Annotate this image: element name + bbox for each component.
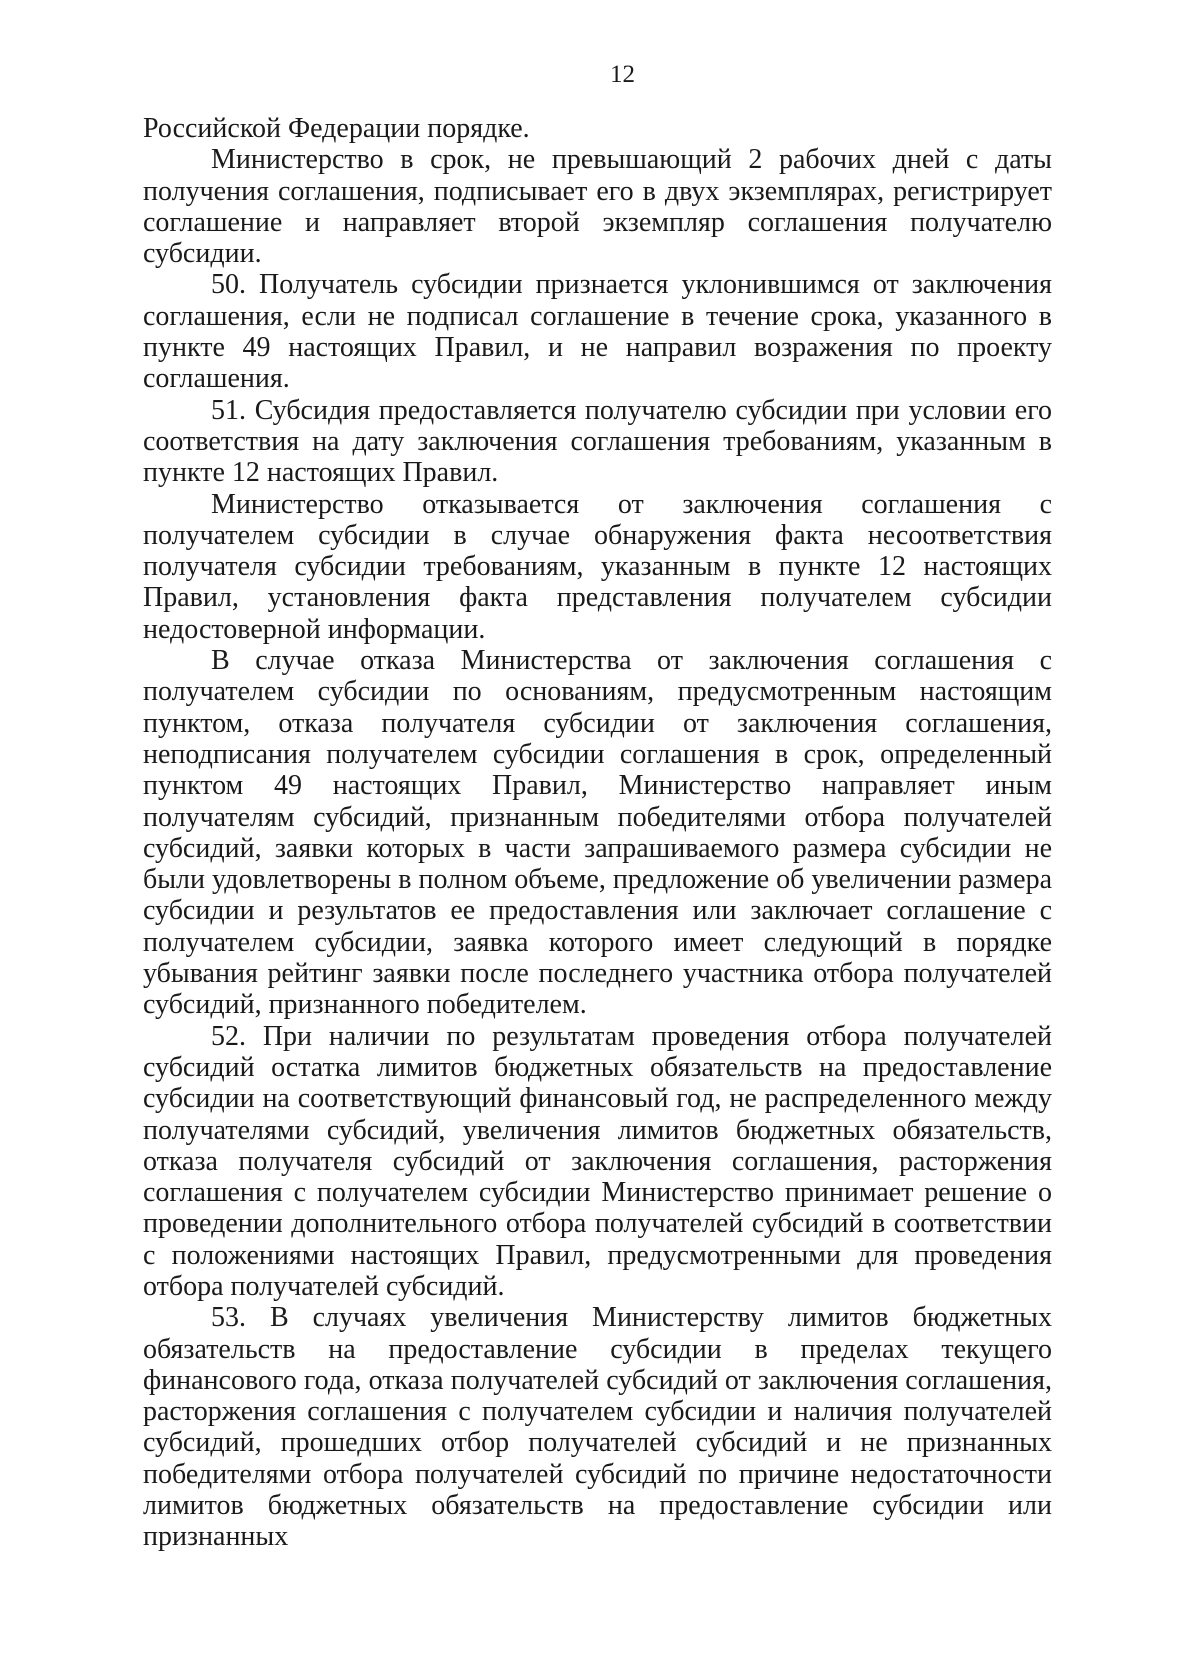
paragraph-ministry-signing: Министерство в срок, не превышающий 2 рабочих дней с даты получения соглашения, подписывает его в двух экземплярах, регистрирует соглашение и направляет второй экземпляр соглашения получателю субсидии. <box>143 144 1052 270</box>
paragraph-refusal: Министерство отказывается от заключения соглашения с получателем субсидии в случае обнаружения факта несоответствия получателя субсидии требованиям, указанным в пункте 12 настоящих Правил, установления факта представления получателем субсидии недостоверной информации. <box>143 488 1052 645</box>
paragraph-continuation: Российской Федерации порядке. <box>143 113 530 144</box>
paragraph-clause-51: 51. Субсидия предоставляется получателю субсидии при условии его соответствия на дату заключения соглашения требованиям, указанным в пункте 12 настоящих Правил. <box>143 394 1052 489</box>
document-body <box>143 113 1052 1553</box>
paragraph-clause-50: 50. Получатель субсидии признается уклонившимся от заключения соглашения, если не подписал соглашение в течение срока, указанного в пункте 49 настоящих Правил, и не направил возражения по проекту соглашения. <box>143 269 1052 395</box>
paragraph-clause-53: 53. В случаях увеличения Министерству лимитов бюджетных обязательств на предоставление субсидии в пределах текущего финансового года, отказа получателей субсидий от заключения соглашения, расторжения соглашения с получателем субсидии и наличия получателей субсидий, прошедших отбор получателей субсидий и не признанных победителями отбора получателей субсидий по причине недостаточности лимитов бюджетных обязательств на предоставление субсидии или признанных <box>143 1302 1052 1553</box>
paragraph-clause-52: 52. При наличии по результатам проведения отбора получателей субсидий остатка лимитов бюджетных обязательств на предоставление субсидии на соответствующий финансовый год, не распределенного между получателями субсидий, увеличения лимитов бюджетных обязательств, отказа получателя субсидий от заключения соглашения, расторжения соглашения с получателем субсидии Министерство принимает решение о проведении дополнительного отбора получателей субсидий в соответствии с положениями настоящих Правил, предусмотренными для проведения отбора получателей субсидий. <box>143 1020 1052 1302</box>
page-number: 12 <box>610 61 635 88</box>
paragraph-refusal-consequences: В случае отказа Министерства от заключения соглашения с получателем субсидии по основаниям, предусмотренным настоящим пунктом, отказа получателя субсидии от заключения соглашения, неподписания получателем субсидии соглашения в срок, определенный пунктом 49 настоящих Правил, Министерство направляет иным получателям субсидий, признанным победителями отбора получателей субсидий, заявки которых в части запрашиваемого размера субсидии не были удовлетворены в полном объеме, предложение об увеличении размера субсидии и результатов ее предоставления или заключает соглашение с получателем субсидии, заявка которого имеет следующий в порядке убывания рейтинг заявки после последнего участника отбора получателей субсидий, признанного победителем. <box>143 645 1053 1021</box>
